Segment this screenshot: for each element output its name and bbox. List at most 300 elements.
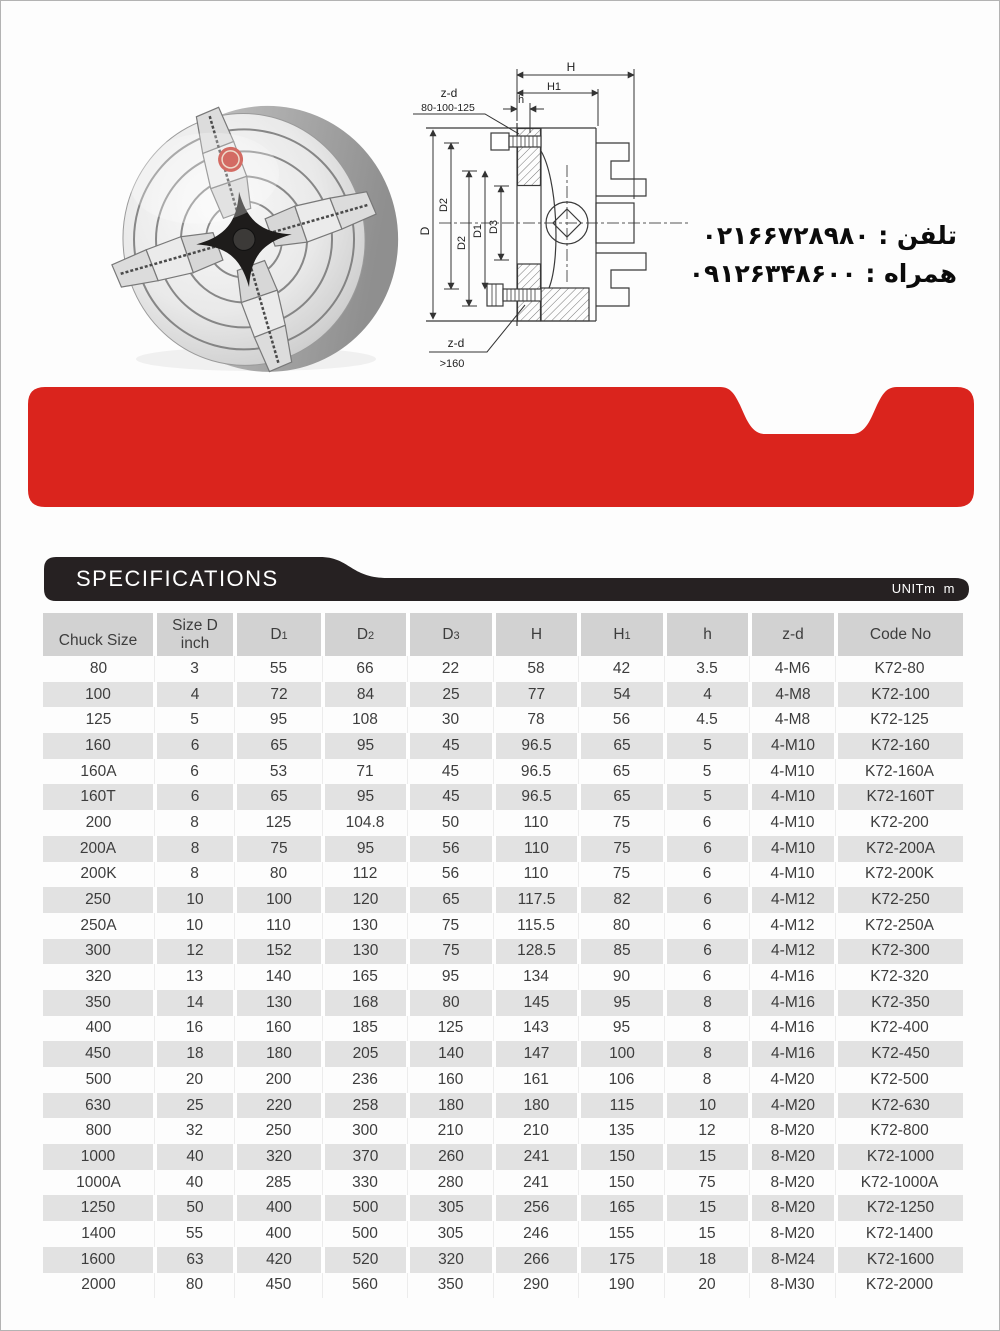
table-row [43, 784, 963, 810]
specifications-banner [44, 557, 969, 601]
spec-cell: 8-M24 [750, 1247, 836, 1273]
spec-cell: 80 [408, 990, 494, 1016]
label-H: H [566, 60, 576, 74]
spec-cell: 400 [43, 1016, 155, 1042]
label-D: D [418, 226, 432, 236]
spec-cell: 75 [408, 913, 494, 939]
table-row [43, 759, 963, 785]
spec-table-body [43, 656, 963, 1298]
spec-cell: 65 [579, 733, 665, 759]
spec-cell: 80 [43, 656, 155, 682]
spec-cell: 80 [155, 1273, 235, 1299]
spec-cell: 75 [579, 836, 665, 862]
spec-cell: K72-450 [836, 1041, 963, 1067]
spec-cell: 115 [579, 1093, 665, 1119]
spec-cell: 75 [408, 939, 494, 965]
spec-cell: 108 [323, 707, 408, 733]
table-row [43, 1067, 963, 1093]
spec-cell: 40 [155, 1144, 235, 1170]
spec-cell: 2000 [43, 1273, 155, 1299]
table-row [43, 1118, 963, 1144]
spec-cell: K72-200K [865, 865, 934, 883]
spec-cell: 6 [665, 939, 750, 965]
spec-cell: 100 [235, 887, 323, 913]
spec-cell: 145 [494, 990, 579, 1016]
spec-cell: 800 [43, 1118, 155, 1144]
spec-cell: 55 [155, 1221, 235, 1247]
spec-cell: 450 [43, 1041, 155, 1067]
spec-cell: 10 [665, 1093, 750, 1119]
spec-cell: 300 [43, 939, 155, 965]
spec-cell: 450 [235, 1273, 323, 1299]
spec-cell: 65 [408, 887, 494, 913]
spec-cell: 5 [155, 707, 235, 733]
spec-cell: 45 [408, 759, 494, 785]
spec-cell: K72-125 [870, 711, 929, 729]
spec-cell: 350 [408, 1273, 494, 1299]
label-zd-bottom-sizes: >160 [439, 358, 465, 370]
spec-cell: 110 [494, 810, 579, 836]
spec-cell: 112 [323, 862, 408, 888]
spec-cell: 80 [235, 862, 323, 888]
spec-cell: 520 [323, 1247, 408, 1273]
spec-cell: 8 [155, 836, 235, 862]
spec-cell: K72-350 [836, 990, 963, 1016]
spec-cell: 6 [665, 964, 750, 990]
spec-cell: 140 [235, 964, 323, 990]
spec-cell: K72-1000A [860, 1173, 939, 1191]
label-zd-bottom: z-d [447, 336, 465, 350]
spec-cell: 135 [579, 1118, 665, 1144]
spec-cell: 256 [494, 1195, 579, 1221]
spec-cell: 370 [323, 1144, 408, 1170]
spec-cell: 8 [155, 810, 235, 836]
spec-cell: 1000A [43, 1170, 155, 1196]
mobile-line: همراه : ۰۹۱۲۶۳۴۸۶۰۰ [688, 259, 957, 288]
spec-cell: 115.5 [494, 913, 579, 939]
spec-cell: 100 [43, 682, 155, 708]
label-D1: D1 [472, 223, 484, 239]
spec-cell: 75 [579, 810, 665, 836]
spec-cell: 4-M10 [750, 862, 836, 888]
spec-cell: 160 [43, 733, 155, 759]
spec-cell: 65 [579, 784, 665, 810]
spec-cell: 280 [408, 1170, 494, 1196]
specifications-title: SPECIFICATIONS [76, 566, 279, 591]
spec-cell: 20 [155, 1067, 235, 1093]
spec-cell: 4-M16 [750, 990, 836, 1016]
spec-cell: 10 [155, 887, 235, 913]
spec-cell: 95 [408, 964, 494, 990]
spec-cell: 4-M20 [750, 1067, 836, 1093]
spec-cell: K72-2000 [865, 1276, 934, 1294]
spec-cell: 8-M20 [750, 1170, 836, 1196]
spec-cell: 8 [665, 1016, 750, 1042]
spec-cell: K72-160A [865, 762, 934, 780]
spec-cell: 155 [579, 1221, 665, 1247]
spec-cell: K72-100 [836, 682, 963, 708]
spec-cell: 32 [155, 1118, 235, 1144]
spec-cell: 4-M8 [750, 682, 836, 708]
spec-cell: 100 [579, 1041, 665, 1067]
table-row [43, 1195, 963, 1221]
column-header: D1 [235, 613, 323, 656]
spec-cell: 560 [323, 1273, 408, 1299]
spec-cell: 30 [408, 707, 494, 733]
spec-cell: 8 [155, 862, 235, 888]
table-row [43, 1144, 963, 1170]
spec-cell: 320 [408, 1247, 494, 1273]
spec-cell: K72-80 [874, 659, 925, 677]
spec-cell: K72-1600 [836, 1247, 963, 1273]
spec-cell: 500 [43, 1067, 155, 1093]
spec-cell: 18 [155, 1041, 235, 1067]
spec-cell: 4-M12 [750, 887, 836, 913]
spec-cell: 4-M12 [750, 939, 836, 965]
spec-cell: 12 [665, 1118, 750, 1144]
spec-cell: 168 [323, 990, 408, 1016]
spec-cell: 8-M20 [750, 1195, 836, 1221]
spec-cell: 4 [665, 682, 750, 708]
spec-cell: 200K [43, 862, 155, 888]
spec-cell: 4-M10 [750, 810, 836, 836]
unit-label: UNITm m [891, 581, 955, 596]
spec-cell: 25 [155, 1093, 235, 1119]
spec-cell: 65 [235, 733, 323, 759]
table-row [43, 1273, 963, 1299]
table-row [43, 1170, 963, 1196]
spec-cell: 90 [579, 964, 665, 990]
spec-table [43, 613, 963, 1298]
spec-cell: 4-M16 [750, 964, 836, 990]
spec-cell: 5 [665, 784, 750, 810]
spec-cell: 500 [323, 1221, 408, 1247]
spec-cell: 125 [235, 810, 323, 836]
spec-cell: 50 [408, 810, 494, 836]
spec-cell: 4-M10 [750, 836, 836, 862]
spec-cell: 3 [155, 656, 235, 682]
spec-cell: 330 [323, 1170, 408, 1196]
phone-line: تلفن : ۰۲۱۶۶۷۲۸۹۸۰ [701, 221, 957, 250]
spec-cell: 4-M10 [750, 759, 836, 785]
spec-cell: 20 [665, 1273, 750, 1299]
spec-cell: 5 [665, 733, 750, 759]
table-row [43, 1221, 963, 1247]
spec-cell: 161 [494, 1067, 579, 1093]
spec-cell: 210 [408, 1118, 494, 1144]
spec-cell: 110 [494, 836, 579, 862]
spec-cell: 165 [323, 964, 408, 990]
spec-cell: 95 [323, 836, 408, 862]
spec-cell: 200 [43, 810, 155, 836]
spec-cell: 13 [155, 964, 235, 990]
spec-cell: 290 [494, 1273, 579, 1299]
spec-cell: 106 [579, 1067, 665, 1093]
spec-cell: 117.5 [494, 887, 579, 913]
spec-cell: 82 [579, 887, 665, 913]
spec-cell: 6 [155, 733, 235, 759]
spec-cell: 66 [323, 656, 408, 682]
table-row [43, 707, 963, 733]
chuck-photo [96, 89, 406, 379]
spec-cell: 77 [494, 682, 579, 708]
spec-cell: 4-M16 [750, 1016, 836, 1042]
table-row [43, 1016, 963, 1042]
spec-cell: 8-M20 [750, 1118, 836, 1144]
spec-cell: 128.5 [494, 939, 579, 965]
spec-cell: 95 [323, 733, 408, 759]
spec-cell: 320 [43, 964, 155, 990]
spec-cell: 45 [408, 784, 494, 810]
label-h: h [517, 94, 525, 106]
table-row [43, 913, 963, 939]
column-header: H [494, 613, 579, 656]
spec-cell: 130 [323, 939, 408, 965]
spec-cell: 130 [323, 913, 408, 939]
spec-cell: 8 [665, 1067, 750, 1093]
spec-cell: 305 [408, 1195, 494, 1221]
spec-cell: 175 [579, 1247, 665, 1273]
spec-cell: 95 [235, 707, 323, 733]
spec-cell: 236 [323, 1067, 408, 1093]
spec-cell: K72-630 [836, 1093, 963, 1119]
spec-cell: 75 [579, 862, 665, 888]
spec-cell: 125 [408, 1016, 494, 1042]
spec-cell: K72-250 [836, 887, 963, 913]
table-row [43, 990, 963, 1016]
spec-cell: 10 [155, 913, 235, 939]
spec-cell: 6 [665, 836, 750, 862]
spec-cell: 14 [155, 990, 235, 1016]
spec-cell: 85 [579, 939, 665, 965]
spec-cell: 25 [408, 682, 494, 708]
spec-cell: 55 [235, 656, 323, 682]
spec-cell: 250A [43, 913, 155, 939]
spec-cell: K72-320 [870, 968, 929, 986]
spec-cell: K72-1000 [836, 1144, 963, 1170]
spec-cell: 120 [323, 887, 408, 913]
spec-cell: 125 [43, 707, 155, 733]
spec-cell: 96.5 [494, 759, 579, 785]
spec-cell: K72-1400 [865, 1224, 934, 1242]
spec-cell: 200A [43, 836, 155, 862]
spec-cell: 180 [235, 1041, 323, 1067]
spec-cell: 130 [235, 990, 323, 1016]
spec-cell: 241 [494, 1144, 579, 1170]
table-row [43, 682, 963, 708]
spec-cell: 56 [579, 707, 665, 733]
spec-cell: K72-200A [836, 836, 963, 862]
spec-cell: 1600 [43, 1247, 155, 1273]
table-row [43, 887, 963, 913]
part-outline [426, 123, 646, 326]
table-row [43, 836, 963, 862]
spec-cell: 420 [235, 1247, 323, 1273]
spec-cell: 180 [408, 1093, 494, 1119]
spec-cell: 58 [494, 656, 579, 682]
spec-cell: K72-300 [836, 939, 963, 965]
spec-cell: 6 [155, 759, 235, 785]
spec-cell: 63 [155, 1247, 235, 1273]
column-header: Code No [836, 613, 963, 656]
spec-cell: 160T [43, 784, 155, 810]
spec-cell: 4-M8 [750, 707, 836, 733]
spec-cell: 40 [155, 1170, 235, 1196]
spec-cell: 250 [43, 887, 155, 913]
spec-cell: 320 [235, 1144, 323, 1170]
label-D2b: D2 [456, 235, 468, 251]
spec-cell: 75 [235, 836, 323, 862]
spec-cell: 250 [235, 1118, 323, 1144]
label-D2a: D2 [438, 197, 450, 213]
spec-cell: 72 [235, 682, 323, 708]
red-banner [28, 387, 974, 507]
spec-cell: 1250 [43, 1195, 155, 1221]
spec-cell: 96.5 [494, 733, 579, 759]
spec-cell: 84 [323, 682, 408, 708]
contact-info [627, 217, 957, 293]
spec-cell: 6 [665, 887, 750, 913]
spec-cell: 220 [235, 1093, 323, 1119]
spec-cell: 1400 [43, 1221, 155, 1247]
table-row [43, 862, 963, 888]
spec-cell: 53 [235, 759, 323, 785]
table-row [43, 810, 963, 836]
spec-cell: 4.5 [665, 707, 750, 733]
spec-cell: 8-M20 [750, 1144, 836, 1170]
spec-cell: 65 [235, 784, 323, 810]
spec-cell: 110 [494, 862, 579, 888]
spec-cell: 15 [665, 1144, 750, 1170]
spec-cell: K72-200 [870, 813, 929, 831]
spec-cell: 147 [494, 1041, 579, 1067]
spec-cell: 4 [155, 682, 235, 708]
table-row [43, 1093, 963, 1119]
spec-cell: 75 [665, 1170, 750, 1196]
label-D3: D3 [488, 219, 500, 235]
spec-cell: 56 [408, 862, 494, 888]
column-header: D2 [323, 613, 408, 656]
spec-cell: 16 [155, 1016, 235, 1042]
spec-cell: K72-500 [870, 1070, 929, 1088]
spec-cell: 300 [323, 1118, 408, 1144]
spec-cell: 165 [579, 1195, 665, 1221]
spec-cell: 160A [43, 759, 155, 785]
spec-cell: 95 [323, 784, 408, 810]
spec-cell: 152 [235, 939, 323, 965]
spec-cell: 8-M20 [750, 1221, 836, 1247]
spec-cell: 15 [665, 1195, 750, 1221]
spec-cell: 22 [408, 656, 494, 682]
table-row [43, 1247, 963, 1273]
spec-cell: 4-M10 [750, 784, 836, 810]
spec-cell: K72-160 [836, 733, 963, 759]
spec-cell: 96.5 [494, 784, 579, 810]
spec-cell: 4-M20 [750, 1093, 836, 1119]
spec-cell: K72-800 [870, 1122, 929, 1140]
spec-cell: 150 [579, 1170, 665, 1196]
spec-cell: 18 [665, 1247, 750, 1273]
spec-cell: 6 [155, 784, 235, 810]
spec-cell: 8 [665, 1041, 750, 1067]
spec-cell: 205 [323, 1041, 408, 1067]
spec-cell: 65 [579, 759, 665, 785]
spec-cell: 241 [494, 1170, 579, 1196]
spec-cell: 143 [494, 1016, 579, 1042]
spec-cell: 1000 [43, 1144, 155, 1170]
table-row [43, 733, 963, 759]
label-H1: H1 [546, 81, 562, 93]
spec-cell: 6 [665, 913, 750, 939]
spec-cell: 285 [235, 1170, 323, 1196]
label-zd-top-sizes: 80-100-125 [421, 102, 475, 114]
spec-cell: 500 [323, 1195, 408, 1221]
spec-cell: 71 [323, 759, 408, 785]
spec-cell: 3.5 [665, 656, 750, 682]
spec-cell: 4-M16 [750, 1041, 836, 1067]
table-row [43, 1041, 963, 1067]
column-header: Chuck Size [43, 613, 155, 656]
table-row [43, 964, 963, 990]
spec-cell: 6 [665, 810, 750, 836]
table-row [43, 656, 963, 682]
spec-cell: 45 [408, 733, 494, 759]
spec-cell: 54 [579, 682, 665, 708]
spec-cell: K72-400 [870, 1019, 929, 1037]
spec-cell: 185 [323, 1016, 408, 1042]
column-header: D3 [408, 613, 494, 656]
spec-cell: 180 [494, 1093, 579, 1119]
spec-cell: 246 [494, 1221, 579, 1247]
drawing-labels [418, 60, 575, 370]
spec-cell: 4-M6 [750, 656, 836, 682]
spec-cell: 8-M30 [750, 1273, 836, 1299]
spec-cell: 190 [579, 1273, 665, 1299]
spec-cell: 160 [408, 1067, 494, 1093]
spec-cell: 350 [43, 990, 155, 1016]
spec-cell: 95 [579, 990, 665, 1016]
spec-cell: 95 [579, 1016, 665, 1042]
spec-cell: 258 [323, 1093, 408, 1119]
column-header: h [665, 613, 750, 656]
spec-cell: 104.8 [323, 810, 408, 836]
column-header: z-d [750, 613, 836, 656]
column-header: H1 [579, 613, 665, 656]
spec-cell: 6 [665, 862, 750, 888]
spec-cell: 400 [235, 1221, 323, 1247]
spec-cell: 78 [494, 707, 579, 733]
table-row [43, 939, 963, 965]
spec-cell: K72-160T [836, 784, 963, 810]
spec-cell: 305 [408, 1221, 494, 1247]
spec-cell: 8 [665, 990, 750, 1016]
header-row [43, 613, 963, 656]
spec-cell: 5 [665, 759, 750, 785]
spec-cell: K72-1250 [836, 1195, 963, 1221]
column-header: Size D inch [155, 613, 235, 656]
spec-cell: 110 [235, 913, 323, 939]
label-zd-top: z-d [440, 86, 458, 100]
red-banner-shape [28, 387, 974, 507]
spec-cell: 160 [235, 1016, 323, 1042]
spec-cell: 56 [408, 836, 494, 862]
spec-cell: 4-M12 [750, 913, 836, 939]
spec-cell: 42 [579, 656, 665, 682]
spec-cell: 50 [155, 1195, 235, 1221]
spec-cell: 200 [235, 1067, 323, 1093]
spec-cell: 266 [494, 1247, 579, 1273]
spec-cell: 80 [579, 913, 665, 939]
